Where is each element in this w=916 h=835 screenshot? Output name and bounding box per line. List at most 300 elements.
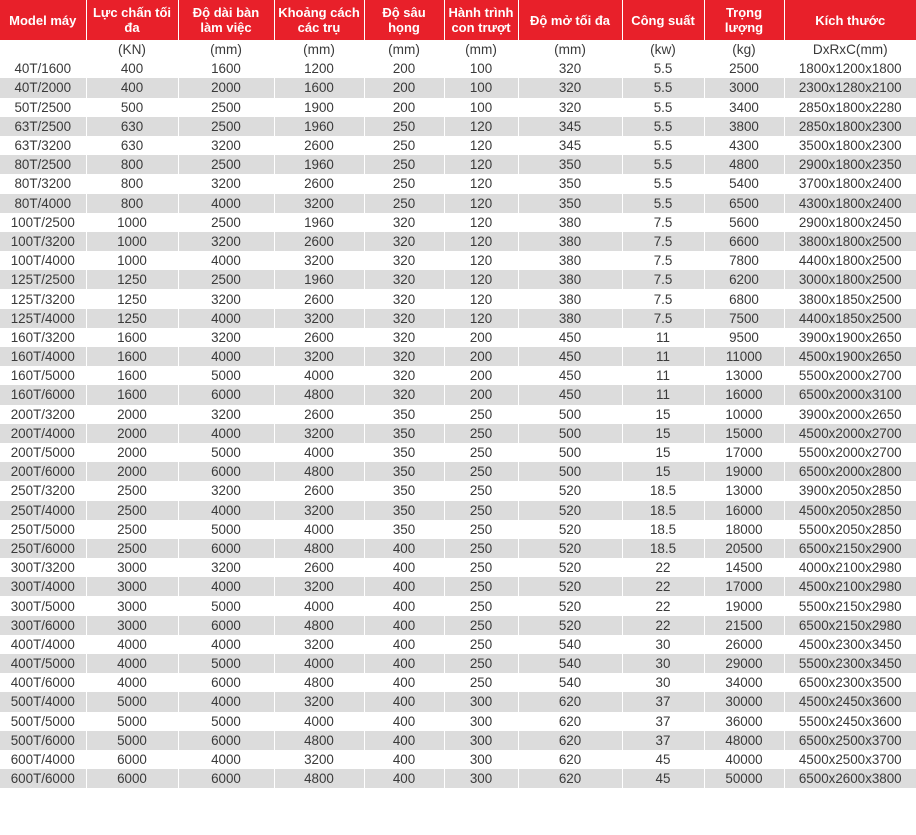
cell-weight: 3000 — [704, 78, 784, 97]
cell-table-length: 6000 — [178, 769, 274, 788]
cell-dimensions: 3000x1800x2500 — [784, 270, 916, 289]
cell-column-distance: 2600 — [274, 232, 364, 251]
cell-table-length: 3200 — [178, 289, 274, 308]
cell-power: 11 — [622, 385, 704, 404]
cell-weight: 5600 — [704, 213, 784, 232]
cell-table-length: 4000 — [178, 424, 274, 443]
cell-table-length: 5000 — [178, 596, 274, 615]
cell-dimensions: 3900x2000x2650 — [784, 405, 916, 424]
cell-force: 1600 — [86, 366, 178, 385]
cell-power: 7.5 — [622, 289, 704, 308]
cell-weight: 13000 — [704, 481, 784, 500]
table-row — [0, 712, 916, 731]
cell-throat-depth: 350 — [364, 462, 444, 481]
table-row — [0, 155, 916, 174]
cell-max-opening: 520 — [518, 481, 622, 500]
cell-weight: 16000 — [704, 501, 784, 520]
cell-power: 11 — [622, 366, 704, 385]
cell-max-opening: 520 — [518, 577, 622, 596]
cell-throat-depth: 400 — [364, 750, 444, 769]
cell-power: 7.5 — [622, 213, 704, 232]
unit-cell: (mm) — [364, 40, 444, 59]
cell-throat-depth: 350 — [364, 443, 444, 462]
cell-ram-stroke: 250 — [444, 577, 518, 596]
cell-table-length: 3200 — [178, 481, 274, 500]
cell-weight: 6800 — [704, 289, 784, 308]
cell-max-opening: 380 — [518, 232, 622, 251]
cell-max-opening: 520 — [518, 616, 622, 635]
cell-power: 5.5 — [622, 98, 704, 117]
cell-force: 5000 — [86, 712, 178, 731]
cell-ram-stroke: 250 — [444, 673, 518, 692]
cell-table-length: 2500 — [178, 155, 274, 174]
cell-model: 250T/6000 — [0, 539, 86, 558]
cell-force: 4000 — [86, 673, 178, 692]
cell-max-opening: 500 — [518, 443, 622, 462]
table-row — [0, 654, 916, 673]
cell-power: 5.5 — [622, 59, 704, 78]
cell-max-opening: 520 — [518, 501, 622, 520]
cell-table-length: 3200 — [178, 328, 274, 347]
cell-column-distance: 1960 — [274, 155, 364, 174]
cell-model: 300T/3200 — [0, 558, 86, 577]
cell-table-length: 5000 — [178, 654, 274, 673]
cell-power: 18.5 — [622, 520, 704, 539]
table-row — [0, 481, 916, 500]
cell-throat-depth: 400 — [364, 596, 444, 615]
cell-column-distance: 4000 — [274, 443, 364, 462]
cell-power: 11 — [622, 328, 704, 347]
cell-max-opening: 520 — [518, 558, 622, 577]
cell-weight: 21500 — [704, 616, 784, 635]
cell-force: 3000 — [86, 577, 178, 596]
cell-table-length: 3200 — [178, 558, 274, 577]
cell-model: 160T/4000 — [0, 347, 86, 366]
cell-max-opening: 380 — [518, 289, 622, 308]
table-row — [0, 462, 916, 481]
cell-column-distance: 3200 — [274, 635, 364, 654]
cell-dimensions: 4500x2050x2850 — [784, 501, 916, 520]
cell-throat-depth: 320 — [364, 328, 444, 347]
table-row — [0, 232, 916, 251]
cell-table-length: 3200 — [178, 232, 274, 251]
cell-max-opening: 450 — [518, 328, 622, 347]
cell-model: 250T/5000 — [0, 520, 86, 539]
cell-dimensions: 3500x1800x2300 — [784, 136, 916, 155]
cell-model: 40T/2000 — [0, 78, 86, 97]
cell-model: 80T/2500 — [0, 155, 86, 174]
cell-model: 40T/1600 — [0, 59, 86, 78]
cell-throat-depth: 320 — [364, 232, 444, 251]
cell-force: 1000 — [86, 232, 178, 251]
cell-power: 15 — [622, 462, 704, 481]
table-row — [0, 577, 916, 596]
cell-table-length: 4000 — [178, 635, 274, 654]
cell-force: 1600 — [86, 347, 178, 366]
cell-weight: 6200 — [704, 270, 784, 289]
cell-dimensions: 4500x2450x3600 — [784, 692, 916, 711]
cell-max-opening: 380 — [518, 309, 622, 328]
cell-dimensions: 3900x2050x2850 — [784, 481, 916, 500]
cell-dimensions: 4400x1800x2500 — [784, 251, 916, 270]
cell-table-length: 5000 — [178, 366, 274, 385]
cell-force: 2500 — [86, 520, 178, 539]
cell-max-opening: 620 — [518, 712, 622, 731]
cell-ram-stroke: 250 — [444, 501, 518, 520]
header-max-opening: Độ mở tối đa — [518, 0, 622, 40]
cell-weight: 7800 — [704, 251, 784, 270]
cell-power: 5.5 — [622, 117, 704, 136]
cell-table-length: 4000 — [178, 692, 274, 711]
cell-table-length: 6000 — [178, 616, 274, 635]
cell-max-opening: 350 — [518, 174, 622, 193]
unit-cell — [0, 40, 86, 59]
cell-throat-depth: 320 — [364, 251, 444, 270]
cell-throat-depth: 200 — [364, 98, 444, 117]
cell-model: 100T/3200 — [0, 232, 86, 251]
cell-max-opening: 540 — [518, 635, 622, 654]
cell-model: 500T/6000 — [0, 731, 86, 750]
table-row — [0, 596, 916, 615]
cell-throat-depth: 350 — [364, 405, 444, 424]
cell-force: 4000 — [86, 654, 178, 673]
table-row — [0, 251, 916, 270]
cell-table-length: 4000 — [178, 251, 274, 270]
cell-column-distance: 3200 — [274, 309, 364, 328]
cell-ram-stroke: 120 — [444, 194, 518, 213]
cell-max-opening: 620 — [518, 750, 622, 769]
cell-model: 600T/6000 — [0, 769, 86, 788]
cell-table-length: 3200 — [178, 405, 274, 424]
cell-throat-depth: 400 — [364, 558, 444, 577]
cell-throat-depth: 320 — [364, 347, 444, 366]
table-row — [0, 750, 916, 769]
cell-force: 5000 — [86, 692, 178, 711]
cell-max-opening: 500 — [518, 462, 622, 481]
cell-throat-depth: 400 — [364, 654, 444, 673]
cell-table-length: 3200 — [178, 174, 274, 193]
cell-throat-depth: 400 — [364, 731, 444, 750]
cell-column-distance: 4800 — [274, 769, 364, 788]
unit-cell: (mm) — [274, 40, 364, 59]
cell-throat-depth: 320 — [364, 270, 444, 289]
cell-weight: 20500 — [704, 539, 784, 558]
table-row — [0, 117, 916, 136]
cell-weight: 18000 — [704, 520, 784, 539]
cell-column-distance: 2600 — [274, 174, 364, 193]
cell-dimensions: 4000x2100x2980 — [784, 558, 916, 577]
cell-column-distance: 4000 — [274, 366, 364, 385]
cell-ram-stroke: 120 — [444, 155, 518, 174]
table-row — [0, 635, 916, 654]
cell-throat-depth: 320 — [364, 366, 444, 385]
table-row — [0, 328, 916, 347]
cell-ram-stroke: 300 — [444, 750, 518, 769]
table-row — [0, 309, 916, 328]
cell-throat-depth: 350 — [364, 481, 444, 500]
cell-table-length: 4000 — [178, 194, 274, 213]
cell-max-opening: 540 — [518, 654, 622, 673]
cell-power: 15 — [622, 424, 704, 443]
cell-column-distance: 2600 — [274, 328, 364, 347]
cell-force: 2000 — [86, 424, 178, 443]
cell-ram-stroke: 250 — [444, 424, 518, 443]
cell-dimensions: 2300x1280x2100 — [784, 78, 916, 97]
cell-max-opening: 450 — [518, 347, 622, 366]
unit-cell: (kg) — [704, 40, 784, 59]
cell-throat-depth: 400 — [364, 635, 444, 654]
table-row — [0, 501, 916, 520]
cell-power: 18.5 — [622, 481, 704, 500]
cell-ram-stroke: 100 — [444, 98, 518, 117]
cell-ram-stroke: 120 — [444, 232, 518, 251]
cell-column-distance: 4800 — [274, 539, 364, 558]
cell-power: 11 — [622, 347, 704, 366]
cell-force: 1250 — [86, 289, 178, 308]
cell-power: 18.5 — [622, 539, 704, 558]
cell-force: 4000 — [86, 635, 178, 654]
cell-column-distance: 4800 — [274, 385, 364, 404]
cell-model: 160T/6000 — [0, 385, 86, 404]
cell-model: 160T/5000 — [0, 366, 86, 385]
cell-model: 400T/4000 — [0, 635, 86, 654]
cell-column-distance: 2600 — [274, 558, 364, 577]
cell-weight: 34000 — [704, 673, 784, 692]
cell-throat-depth: 350 — [364, 424, 444, 443]
cell-throat-depth: 400 — [364, 712, 444, 731]
cell-force: 2500 — [86, 501, 178, 520]
cell-weight: 10000 — [704, 405, 784, 424]
table-row — [0, 385, 916, 404]
cell-model: 100T/2500 — [0, 213, 86, 232]
cell-force: 1250 — [86, 309, 178, 328]
cell-column-distance: 1960 — [274, 213, 364, 232]
header-power: Công suất — [622, 0, 704, 40]
cell-force: 3000 — [86, 616, 178, 635]
unit-cell: (KN) — [86, 40, 178, 59]
cell-weight: 36000 — [704, 712, 784, 731]
cell-power: 15 — [622, 405, 704, 424]
cell-ram-stroke: 120 — [444, 136, 518, 155]
cell-column-distance: 4000 — [274, 654, 364, 673]
cell-weight: 2500 — [704, 59, 784, 78]
cell-throat-depth: 250 — [364, 174, 444, 193]
table-row — [0, 405, 916, 424]
cell-max-opening: 350 — [518, 194, 622, 213]
cell-dimensions: 5500x2450x3600 — [784, 712, 916, 731]
cell-ram-stroke: 250 — [444, 405, 518, 424]
cell-weight: 16000 — [704, 385, 784, 404]
table-row — [0, 424, 916, 443]
cell-column-distance: 3200 — [274, 251, 364, 270]
header-model: Model máy — [0, 0, 86, 40]
table-row — [0, 174, 916, 193]
cell-max-opening: 520 — [518, 539, 622, 558]
cell-power: 22 — [622, 577, 704, 596]
cell-column-distance: 1960 — [274, 270, 364, 289]
cell-model: 400T/6000 — [0, 673, 86, 692]
cell-power: 30 — [622, 635, 704, 654]
cell-column-distance: 2600 — [274, 289, 364, 308]
cell-ram-stroke: 250 — [444, 539, 518, 558]
cell-dimensions: 3900x1900x2650 — [784, 328, 916, 347]
table-row — [0, 692, 916, 711]
table-row — [0, 731, 916, 750]
cell-max-opening: 380 — [518, 270, 622, 289]
cell-max-opening: 380 — [518, 251, 622, 270]
cell-max-opening: 320 — [518, 59, 622, 78]
cell-column-distance: 3200 — [274, 194, 364, 213]
cell-column-distance: 1960 — [274, 117, 364, 136]
cell-model: 50T/2500 — [0, 98, 86, 117]
cell-max-opening: 380 — [518, 213, 622, 232]
header-ram-stroke: Hành trình con trượt — [444, 0, 518, 40]
cell-weight: 3400 — [704, 98, 784, 117]
cell-dimensions: 4400x1850x2500 — [784, 309, 916, 328]
unit-cell: (mm) — [178, 40, 274, 59]
cell-power: 22 — [622, 558, 704, 577]
cell-model: 100T/4000 — [0, 251, 86, 270]
cell-ram-stroke: 200 — [444, 328, 518, 347]
cell-max-opening: 620 — [518, 769, 622, 788]
cell-force: 5000 — [86, 731, 178, 750]
cell-weight: 48000 — [704, 731, 784, 750]
cell-table-length: 5000 — [178, 443, 274, 462]
cell-force: 400 — [86, 59, 178, 78]
cell-dimensions: 4500x2000x2700 — [784, 424, 916, 443]
cell-power: 37 — [622, 692, 704, 711]
cell-model: 80T/3200 — [0, 174, 86, 193]
table-row — [0, 194, 916, 213]
cell-max-opening: 520 — [518, 596, 622, 615]
header-weight: Trọng lượng — [704, 0, 784, 40]
cell-dimensions: 4300x1800x2400 — [784, 194, 916, 213]
cell-force: 1600 — [86, 385, 178, 404]
cell-ram-stroke: 300 — [444, 692, 518, 711]
cell-power: 5.5 — [622, 155, 704, 174]
table-row — [0, 769, 916, 788]
header-column-distance: Khoảng cách các trụ — [274, 0, 364, 40]
cell-throat-depth: 250 — [364, 136, 444, 155]
cell-throat-depth: 200 — [364, 78, 444, 97]
cell-dimensions: 4500x2500x3700 — [784, 750, 916, 769]
cell-throat-depth: 400 — [364, 673, 444, 692]
cell-model: 125T/4000 — [0, 309, 86, 328]
cell-max-opening: 450 — [518, 385, 622, 404]
table-row — [0, 289, 916, 308]
cell-column-distance: 2600 — [274, 136, 364, 155]
cell-max-opening: 620 — [518, 731, 622, 750]
cell-weight: 7500 — [704, 309, 784, 328]
cell-model: 125T/2500 — [0, 270, 86, 289]
cell-weight: 13000 — [704, 366, 784, 385]
cell-throat-depth: 250 — [364, 155, 444, 174]
cell-ram-stroke: 100 — [444, 78, 518, 97]
cell-weight: 9500 — [704, 328, 784, 347]
cell-table-length: 5000 — [178, 712, 274, 731]
cell-dimensions: 4500x2100x2980 — [784, 577, 916, 596]
cell-table-length: 4000 — [178, 501, 274, 520]
cell-weight: 40000 — [704, 750, 784, 769]
table-row — [0, 347, 916, 366]
cell-dimensions: 6500x2600x3800 — [784, 769, 916, 788]
table-row — [0, 539, 916, 558]
cell-table-length: 4000 — [178, 577, 274, 596]
cell-weight: 17000 — [704, 443, 784, 462]
cell-ram-stroke: 200 — [444, 366, 518, 385]
cell-table-length: 1600 — [178, 59, 274, 78]
cell-power: 7.5 — [622, 270, 704, 289]
cell-ram-stroke: 250 — [444, 558, 518, 577]
cell-power: 7.5 — [622, 251, 704, 270]
cell-table-length: 6000 — [178, 462, 274, 481]
cell-force: 3000 — [86, 596, 178, 615]
cell-max-opening: 320 — [518, 98, 622, 117]
cell-column-distance: 1600 — [274, 78, 364, 97]
cell-table-length: 6000 — [178, 673, 274, 692]
cell-force: 1250 — [86, 270, 178, 289]
cell-ram-stroke: 120 — [444, 213, 518, 232]
cell-throat-depth: 320 — [364, 309, 444, 328]
cell-dimensions: 5500x2300x3450 — [784, 654, 916, 673]
cell-model: 250T/4000 — [0, 501, 86, 520]
table-row — [0, 616, 916, 635]
cell-force: 630 — [86, 117, 178, 136]
cell-power: 37 — [622, 712, 704, 731]
cell-force: 2000 — [86, 462, 178, 481]
cell-force: 2500 — [86, 539, 178, 558]
cell-throat-depth: 320 — [364, 289, 444, 308]
cell-force: 500 — [86, 98, 178, 117]
cell-force: 1000 — [86, 213, 178, 232]
cell-model: 125T/3200 — [0, 289, 86, 308]
cell-ram-stroke: 120 — [444, 309, 518, 328]
cell-power: 5.5 — [622, 174, 704, 193]
cell-model: 300T/6000 — [0, 616, 86, 635]
cell-column-distance: 4800 — [274, 616, 364, 635]
unit-cell: (mm) — [444, 40, 518, 59]
cell-dimensions: 6500x2150x2900 — [784, 539, 916, 558]
cell-model: 300T/4000 — [0, 577, 86, 596]
cell-dimensions: 5500x2050x2850 — [784, 520, 916, 539]
cell-model: 63T/3200 — [0, 136, 86, 155]
cell-dimensions: 5500x2000x2700 — [784, 366, 916, 385]
cell-column-distance: 3200 — [274, 692, 364, 711]
table-row — [0, 270, 916, 289]
cell-weight: 30000 — [704, 692, 784, 711]
table-row — [0, 213, 916, 232]
cell-power: 18.5 — [622, 501, 704, 520]
cell-model: 200T/5000 — [0, 443, 86, 462]
table-row — [0, 136, 916, 155]
cell-model: 160T/3200 — [0, 328, 86, 347]
cell-force: 1000 — [86, 251, 178, 270]
cell-weight: 4300 — [704, 136, 784, 155]
cell-table-length: 2500 — [178, 213, 274, 232]
cell-ram-stroke: 250 — [444, 481, 518, 500]
cell-weight: 17000 — [704, 577, 784, 596]
cell-power: 5.5 — [622, 194, 704, 213]
cell-force: 400 — [86, 78, 178, 97]
header-table-length: Độ dài bàn làm việc — [178, 0, 274, 40]
cell-ram-stroke: 200 — [444, 347, 518, 366]
cell-power: 7.5 — [622, 309, 704, 328]
unit-cell: (mm) — [518, 40, 622, 59]
cell-dimensions: 2850x1800x2300 — [784, 117, 916, 136]
cell-force: 800 — [86, 155, 178, 174]
cell-weight: 19000 — [704, 596, 784, 615]
cell-power: 45 — [622, 750, 704, 769]
